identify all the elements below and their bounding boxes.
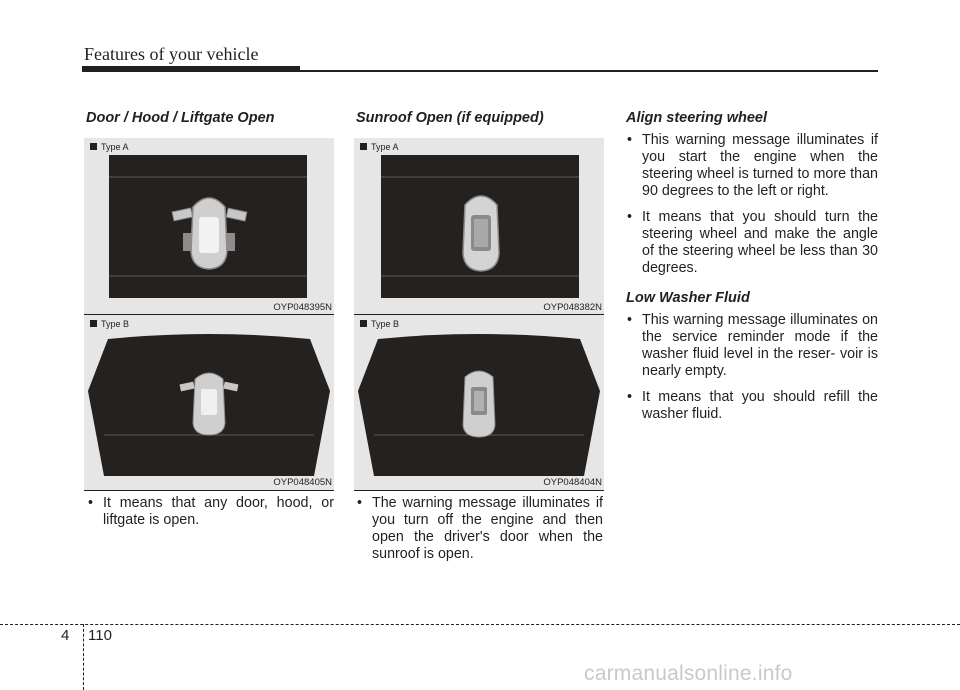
bullet-list — [88, 495, 334, 538]
list-item: • The warning message illuminates if you turn off the engine and then open the driver's door when the sunroof is open. — [357, 495, 603, 562]
figure-code: OYP048395N — [273, 302, 332, 313]
figure-code: OYP048405N — [273, 477, 332, 488]
square-bullet-icon — [90, 143, 97, 150]
cluster-screen — [354, 331, 604, 476]
figure-code: OYP048382N — [543, 302, 602, 313]
square-bullet-icon — [360, 143, 367, 150]
car-sunroof-icon — [463, 196, 499, 271]
footer-vertical-divider — [83, 624, 84, 690]
watermark: carmanualsonline.info — [584, 662, 793, 685]
figure-sunroof-type-a — [354, 138, 604, 314]
square-bullet-icon — [90, 320, 97, 327]
bullet-list — [627, 312, 878, 432]
list-item: • It means that any door, hood, or liftgate is open. — [88, 495, 334, 528]
figure-door-type-b — [84, 315, 334, 490]
car-sunroof-icon — [463, 371, 495, 437]
bullet-list — [357, 495, 603, 572]
section-number: 4 — [61, 627, 70, 644]
header-divider-thick — [82, 66, 300, 72]
figure-door-type-a — [84, 138, 334, 314]
cluster-screen — [109, 155, 307, 298]
panel-label: Type B — [360, 319, 399, 329]
footer-divider — [0, 624, 960, 625]
page-number: 110 — [88, 627, 112, 644]
list-item: • This warning message illuminates if you start the engine when the steering wheel is turned to more than 90 degrees to the left or right. — [627, 132, 878, 199]
cluster-screen — [381, 155, 579, 298]
list-item: • It means that you should turn the steering wheel and make the angle of the steering wheel be less than 30 degrees. — [627, 209, 878, 276]
figure-code: OYP048404N — [543, 477, 602, 488]
panel-label: Type A — [360, 142, 399, 152]
heading-sunroof-open: Sunroof Open (if equipped) — [356, 110, 544, 126]
panel-label: Type B — [90, 319, 129, 329]
page-header-title: Features of your vehicle — [84, 44, 259, 64]
cluster-screen — [84, 331, 334, 476]
heading-low-washer-fluid: Low Washer Fluid — [626, 290, 750, 306]
figure-divider — [84, 490, 334, 491]
heading-align-steering-wheel: Align steering wheel — [626, 110, 767, 126]
header-divider-thin — [300, 70, 878, 72]
list-item: • This warning message illuminates on the service reminder mode if the washer fluid level in the reser- voir is nearly empty. — [627, 312, 878, 379]
panel-label: Type A — [90, 142, 129, 152]
list-item: • It means that you should refill the washer fluid. — [627, 389, 878, 422]
heading-door-hood-liftgate: Door / Hood / Liftgate Open — [86, 110, 275, 126]
bullet-list — [627, 132, 878, 286]
figure-divider — [354, 490, 604, 491]
figure-sunroof-type-b — [354, 315, 604, 490]
square-bullet-icon — [360, 320, 367, 327]
